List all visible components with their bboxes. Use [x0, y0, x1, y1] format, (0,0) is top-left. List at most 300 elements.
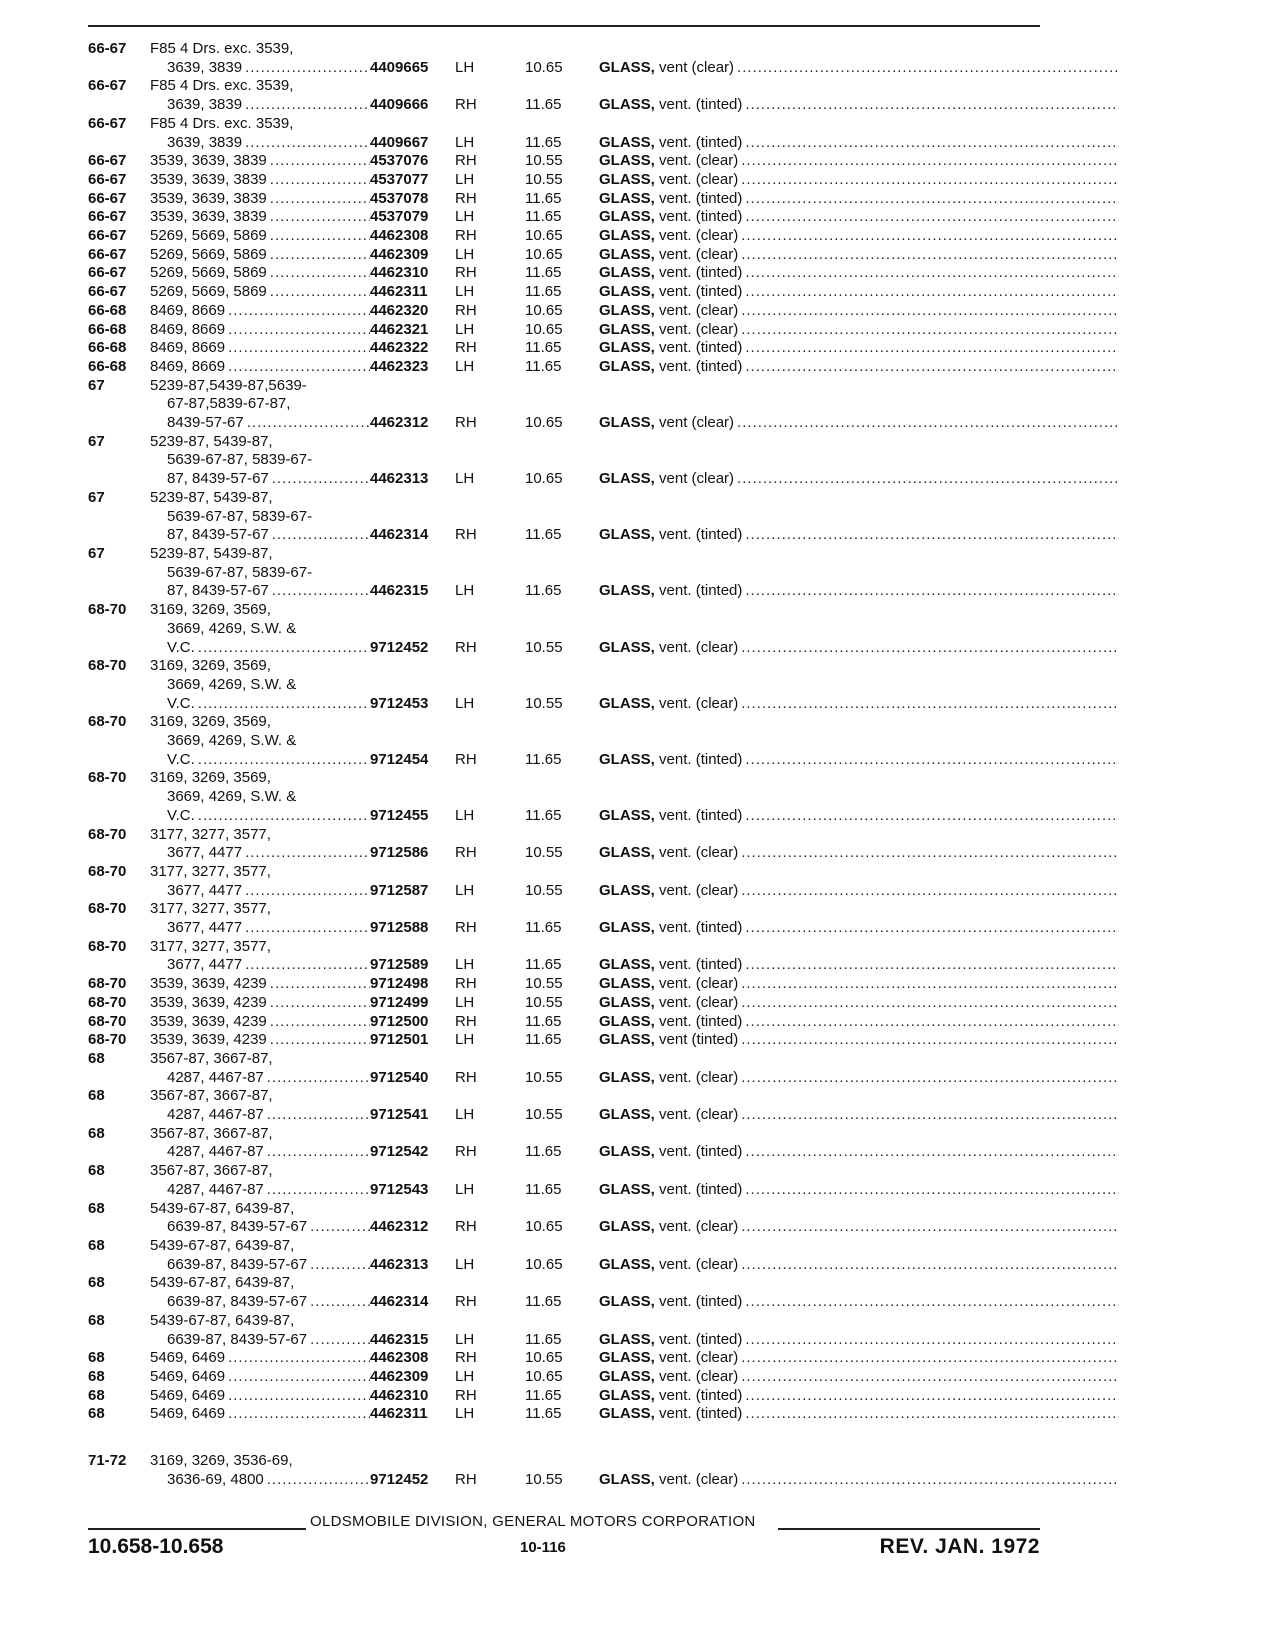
model-line: 6639-87, 8439-57-67: [167, 1218, 308, 1236]
dot-leader: [742, 190, 1119, 209]
catalog-row: [88, 433, 1048, 489]
dot-leader: [742, 1013, 1119, 1032]
part-keyword: GLASS,: [599, 320, 655, 338]
part-number: 4409666: [370, 96, 429, 114]
catalog-row: [88, 975, 1048, 994]
model-line: 3639, 3839: [167, 96, 243, 114]
catalog-row: [88, 601, 1048, 657]
part-keyword: GLASS,: [599, 750, 655, 768]
dot-leader: [738, 975, 1119, 994]
side: LH: [455, 133, 475, 151]
model-line: 8439-57-67: [167, 414, 244, 432]
part-detail: vent. (tinted): [659, 1143, 743, 1161]
catalog-row: [88, 1349, 1048, 1368]
catalog-row: [88, 1013, 1048, 1032]
part-keyword: GLASS,: [599, 1068, 655, 1086]
model-line: 5269, 5669, 5869: [150, 245, 267, 263]
part-number: 4462309: [370, 1367, 429, 1385]
top-rule: [88, 25, 1040, 27]
model-line: V.C.: [167, 806, 195, 824]
model-year: 66-67: [88, 170, 127, 188]
part-keyword: GLASS,: [599, 638, 655, 656]
group-number: 11.65: [525, 1012, 562, 1030]
group-number: 10.55: [525, 1068, 563, 1086]
part-detail: vent. (clear): [659, 301, 739, 319]
side: RH: [455, 638, 477, 656]
part-description: [599, 1031, 1119, 1050]
body-models: [150, 377, 370, 433]
catalog-row: [88, 1312, 1048, 1349]
catalog-row: [88, 1452, 1048, 1489]
footer-revision: REV. JAN. 1972: [879, 1535, 1040, 1558]
dot-leader: [742, 526, 1119, 545]
catalog-row: [88, 321, 1048, 340]
model-line: 4287, 4467-87: [167, 1180, 264, 1198]
dot-leader: [738, 1106, 1119, 1125]
model-year: 66-68: [88, 320, 127, 338]
model-year: 68-70: [88, 657, 127, 675]
part-keyword: GLASS,: [599, 1293, 655, 1311]
dot-leader: [307, 1331, 370, 1350]
body-models: [150, 900, 370, 937]
part-keyword: GLASS,: [599, 283, 655, 301]
part-description: [599, 1013, 1119, 1032]
part-description: [599, 844, 1119, 863]
body-models: [150, 283, 370, 302]
side: RH: [455, 919, 477, 937]
dot-leader: [742, 1331, 1119, 1350]
model-year: 68-70: [88, 975, 127, 993]
catalog-row: [88, 1050, 1048, 1087]
part-number: 9712498: [370, 975, 429, 993]
side: LH: [455, 1367, 475, 1385]
group-number: 11.65: [525, 750, 562, 768]
group-number: 10.65: [525, 470, 563, 488]
part-number: 9712541: [370, 1106, 429, 1124]
part-keyword: GLASS,: [599, 1405, 655, 1423]
model-line: 3677, 4477: [167, 844, 243, 862]
dot-leader: [742, 264, 1119, 283]
model-year: 68: [88, 1274, 105, 1292]
body-models: [150, 826, 370, 863]
part-detail: vent. (clear): [659, 993, 739, 1011]
group-number: 11.65: [525, 208, 562, 226]
part-number: 4462308: [370, 1349, 429, 1367]
side: LH: [455, 993, 475, 1011]
catalog-row: [88, 1200, 1048, 1237]
dot-leader: [225, 339, 370, 358]
catalog-row: [88, 900, 1048, 937]
model-year: 68-70: [88, 1031, 127, 1049]
part-keyword: GLASS,: [599, 58, 655, 76]
part-number: 9712540: [370, 1068, 429, 1086]
part-description: [599, 283, 1119, 302]
model-line: F85 4 Drs. exc. 3539,: [150, 114, 294, 132]
body-models: [150, 227, 370, 246]
part-description: [599, 1331, 1119, 1350]
part-detail: vent. (tinted): [659, 750, 743, 768]
dot-leader: [264, 1069, 370, 1088]
model-line: 3539, 3639, 4239: [150, 993, 267, 1011]
body-models: [150, 358, 370, 377]
group-number: 11.65: [525, 357, 562, 375]
dot-leader: [738, 1256, 1119, 1275]
model-year: 66-67: [88, 189, 127, 207]
side: RH: [455, 414, 477, 432]
part-description: [599, 414, 1119, 433]
body-models: [150, 339, 370, 358]
model-line: 5239-87, 5439-87,: [150, 488, 273, 506]
dot-leader: [742, 134, 1119, 153]
catalog-row: [88, 227, 1048, 246]
part-keyword: GLASS,: [599, 1012, 655, 1030]
part-number: 9712455: [370, 806, 429, 824]
part-number: 9712589: [370, 956, 429, 974]
dot-leader: [269, 470, 370, 489]
body-models: [150, 190, 370, 209]
dot-leader: [742, 339, 1119, 358]
model-line: 3169, 3269, 3569,: [150, 601, 271, 619]
side: RH: [455, 227, 477, 245]
model-year: 66-67: [88, 77, 127, 95]
group-number: 11.65: [525, 1293, 562, 1311]
body-models: [150, 1162, 370, 1199]
model-line: 3177, 3277, 3577,: [150, 900, 271, 918]
part-number: 4462315: [370, 1330, 429, 1348]
part-number: 4409667: [370, 133, 429, 151]
part-number: 4409665: [370, 58, 429, 76]
side: LH: [455, 694, 475, 712]
model-line: 87, 8439-57-67: [167, 582, 269, 600]
body-models: [150, 489, 370, 545]
part-detail: vent. (clear): [659, 170, 739, 188]
dot-leader: [267, 171, 370, 190]
body-models: [150, 769, 370, 825]
model-line: 3539, 3639, 4239: [150, 1031, 267, 1049]
part-detail: vent. (clear): [659, 881, 739, 899]
body-models: [150, 1200, 370, 1237]
side: RH: [455, 1386, 477, 1404]
part-number: 9712452: [370, 1470, 429, 1488]
part-keyword: GLASS,: [599, 245, 655, 263]
model-line: 5439-67-87, 6439-87,: [150, 1237, 295, 1254]
catalog-row: [88, 246, 1048, 265]
model-line: 5239-87,5439-87,5639-: [150, 376, 307, 394]
part-description: [599, 1069, 1119, 1088]
body-models: [150, 657, 370, 713]
model-year: 71-72: [88, 1452, 127, 1470]
part-description: [599, 152, 1119, 171]
part-detail: vent. (clear): [659, 1218, 739, 1236]
part-description: [599, 96, 1119, 115]
dot-leader: [307, 1293, 370, 1312]
model-line: 3539, 3639, 3839: [150, 170, 267, 188]
group-number: 11.65: [525, 806, 562, 824]
model-line: 5639-67-87, 5839-67-: [167, 451, 313, 469]
part-number: 4537076: [370, 152, 429, 170]
dot-leader: [264, 1471, 370, 1490]
group-number: 10.65: [525, 1218, 563, 1236]
body-models: [150, 1237, 370, 1274]
body-models: [150, 1452, 370, 1489]
model-year: 66-68: [88, 339, 127, 357]
model-line: 3539, 3639, 3839: [150, 152, 267, 170]
group-number: 11.65: [525, 1180, 562, 1198]
part-keyword: GLASS,: [599, 189, 655, 207]
footer-section-number: 10.658-10.658: [88, 1535, 224, 1558]
part-description: [599, 134, 1119, 153]
part-description: [599, 321, 1119, 340]
part-keyword: GLASS,: [599, 1330, 655, 1348]
part-number: 9712542: [370, 1143, 429, 1161]
model-year: 67: [88, 544, 105, 562]
group-number: 10.55: [525, 170, 563, 188]
body-models: [150, 1387, 370, 1406]
dot-leader: [738, 639, 1119, 658]
side: LH: [455, 1255, 475, 1273]
side: RH: [455, 339, 477, 357]
catalog-row: [88, 489, 1048, 545]
model-line: 3169, 3269, 3569,: [150, 769, 271, 787]
group-number: 11.65: [525, 526, 562, 544]
dot-leader: [738, 1349, 1119, 1368]
part-keyword: GLASS,: [599, 339, 655, 357]
part-description: [599, 1106, 1119, 1125]
body-models: [150, 1274, 370, 1311]
model-line: 5439-67-87, 6439-87,: [150, 1274, 295, 1292]
part-description: [599, 956, 1119, 975]
part-description: [599, 1181, 1119, 1200]
model-line: 3639, 3839: [167, 58, 243, 76]
dot-leader: [267, 227, 370, 246]
catalog-row: [88, 769, 1048, 825]
body-models: [150, 171, 370, 190]
body-models: [150, 433, 370, 489]
model-line: 67-87,5839-67-87,: [167, 395, 291, 413]
part-number: 4462321: [370, 320, 429, 338]
model-year: 68: [88, 1386, 105, 1404]
part-detail: vent. (clear): [659, 227, 739, 245]
dot-leader: [738, 302, 1119, 321]
model-line: 3669, 4269, S.W. &: [167, 675, 297, 693]
model-year: 66-67: [88, 152, 127, 170]
catalog-row: [88, 1162, 1048, 1199]
part-number: 9712454: [370, 750, 429, 768]
model-year: 68-70: [88, 769, 127, 787]
catalog-row: [88, 1405, 1048, 1424]
model-year: 68: [88, 1367, 105, 1385]
body-models: [150, 975, 370, 994]
dot-leader: [267, 283, 370, 302]
model-year: 68-70: [88, 825, 127, 843]
group-number: 11.65: [525, 339, 562, 357]
group-number: 10.55: [525, 638, 563, 656]
catalog-row: [88, 1087, 1048, 1124]
part-description: [599, 639, 1119, 658]
body-models: [150, 1087, 370, 1124]
part-description: [599, 1387, 1119, 1406]
body-models: [150, 601, 370, 657]
model-year: 66-68: [88, 301, 127, 319]
dot-leader: [242, 844, 370, 863]
part-number: 9712452: [370, 638, 429, 656]
part-detail: vent. (clear): [659, 152, 739, 170]
model-line: 3677, 4477: [167, 956, 243, 974]
dot-leader: [742, 1143, 1119, 1162]
part-detail: vent. (tinted): [659, 526, 743, 544]
part-keyword: GLASS,: [599, 1255, 655, 1273]
part-keyword: GLASS,: [599, 414, 655, 432]
body-models: [150, 1125, 370, 1162]
dot-leader: [225, 1387, 370, 1406]
dot-leader: [195, 639, 370, 658]
side: RH: [455, 526, 477, 544]
model-line: 4287, 4467-87: [167, 1068, 264, 1086]
model-year: 68: [88, 1124, 105, 1142]
part-detail: vent. (tinted): [659, 1293, 743, 1311]
part-detail: vent. (tinted): [659, 208, 743, 226]
catalog-row: [88, 994, 1048, 1013]
dot-leader: [225, 1368, 370, 1387]
model-year: 68: [88, 1162, 105, 1180]
dot-leader: [307, 1218, 370, 1237]
model-line: 6639-87, 8439-57-67: [167, 1255, 308, 1273]
dot-leader: [738, 1031, 1119, 1050]
footer-rule-left: [88, 1528, 306, 1530]
side: LH: [455, 806, 475, 824]
dot-leader: [225, 1349, 370, 1368]
footer-rule-right: [778, 1528, 1040, 1530]
part-keyword: GLASS,: [599, 993, 655, 1011]
model-line: F85 4 Drs. exc. 3539,: [150, 77, 294, 95]
dot-leader: [738, 1069, 1119, 1088]
part-detail: vent. (clear): [659, 638, 739, 656]
part-number: 9712543: [370, 1180, 429, 1198]
dot-leader: [742, 1181, 1119, 1200]
group-number: 10.65: [525, 301, 563, 319]
side: RH: [455, 1349, 477, 1367]
dot-leader: [267, 190, 370, 209]
body-models: [150, 152, 370, 171]
model-year: 68: [88, 1199, 105, 1217]
model-year: 66-67: [88, 227, 127, 245]
part-detail: vent. (clear): [659, 694, 739, 712]
model-line: V.C.: [167, 750, 195, 768]
model-line: 87, 8439-57-67: [167, 470, 269, 488]
dot-leader: [269, 526, 370, 545]
body-models: [150, 938, 370, 975]
model-line: 3567-87, 3667-87,: [150, 1087, 273, 1105]
part-description: [599, 1471, 1119, 1490]
part-detail: vent. (tinted): [659, 1330, 743, 1348]
catalog-row: [88, 545, 1048, 601]
side: RH: [455, 1293, 477, 1311]
part-detail: vent. (tinted): [659, 283, 743, 301]
part-description: [599, 358, 1119, 377]
model-year: 68: [88, 1405, 105, 1423]
part-keyword: GLASS,: [599, 208, 655, 226]
model-line: 3636-69, 4800: [167, 1470, 264, 1488]
catalog-row: [88, 339, 1048, 358]
body-models: [150, 1349, 370, 1368]
model-line: 3539, 3639, 3839: [150, 208, 267, 226]
part-detail: vent. (clear): [659, 1255, 739, 1273]
part-number: 9712586: [370, 844, 429, 862]
catalog-row: [88, 1274, 1048, 1311]
part-detail: vent. (clear): [659, 1106, 739, 1124]
part-detail: vent. (tinted): [659, 956, 743, 974]
part-number: 4537078: [370, 189, 429, 207]
part-keyword: GLASS,: [599, 96, 655, 114]
model-year: 66-68: [88, 357, 127, 375]
part-description: [599, 1349, 1119, 1368]
model-line: 5239-87, 5439-87,: [150, 432, 273, 450]
part-detail: vent. (tinted): [659, 357, 743, 375]
model-line: 5639-67-87, 5839-67-: [167, 563, 313, 581]
part-detail: vent. (tinted): [659, 1180, 743, 1198]
side: LH: [455, 170, 475, 188]
side: RH: [455, 264, 477, 282]
dot-leader: [242, 919, 370, 938]
dot-leader: [742, 1293, 1119, 1312]
part-keyword: GLASS,: [599, 526, 655, 544]
part-keyword: GLASS,: [599, 582, 655, 600]
catalog-row: [88, 938, 1048, 975]
side: LH: [455, 881, 475, 899]
model-line: 87, 8439-57-67: [167, 526, 269, 544]
dot-leader: [738, 227, 1119, 246]
part-description: [599, 59, 1119, 78]
side: RH: [455, 750, 477, 768]
footer-page-number: 10-116: [520, 1539, 566, 1556]
model-line: V.C.: [167, 638, 195, 656]
body-models: [150, 321, 370, 340]
dot-leader: [738, 695, 1119, 714]
side: LH: [455, 1405, 475, 1423]
part-keyword: GLASS,: [599, 806, 655, 824]
dot-leader: [225, 321, 370, 340]
model-line: 3677, 4477: [167, 919, 243, 937]
dot-leader: [225, 302, 370, 321]
group-number: 11.65: [525, 96, 562, 114]
part-detail: vent (tinted): [659, 1031, 739, 1049]
part-detail: vent. (tinted): [659, 339, 743, 357]
model-line: 3567-87, 3667-87,: [150, 1049, 273, 1067]
part-detail: vent. (tinted): [659, 189, 743, 207]
part-detail: vent. (tinted): [659, 264, 743, 282]
part-detail: vent. (tinted): [659, 919, 743, 937]
catalog-row: [88, 208, 1048, 227]
side: LH: [455, 357, 475, 375]
model-line: 4287, 4467-87: [167, 1106, 264, 1124]
part-detail: vent. (clear): [659, 1367, 739, 1385]
model-line: 3567-87, 3667-87,: [150, 1124, 273, 1142]
model-line: 3177, 3277, 3577,: [150, 937, 271, 955]
part-detail: vent. (clear): [659, 1068, 739, 1086]
side: LH: [455, 58, 475, 76]
dot-leader: [225, 358, 370, 377]
body-models: [150, 545, 370, 601]
body-models: [150, 1031, 370, 1050]
model-year: 66-67: [88, 114, 127, 132]
dot-leader: [742, 582, 1119, 601]
model-year: 67: [88, 488, 105, 506]
dot-leader: [738, 246, 1119, 265]
dot-leader: [195, 807, 370, 826]
part-detail: vent (clear): [659, 58, 735, 76]
catalog-row: [88, 1237, 1048, 1274]
part-description: [599, 1143, 1119, 1162]
